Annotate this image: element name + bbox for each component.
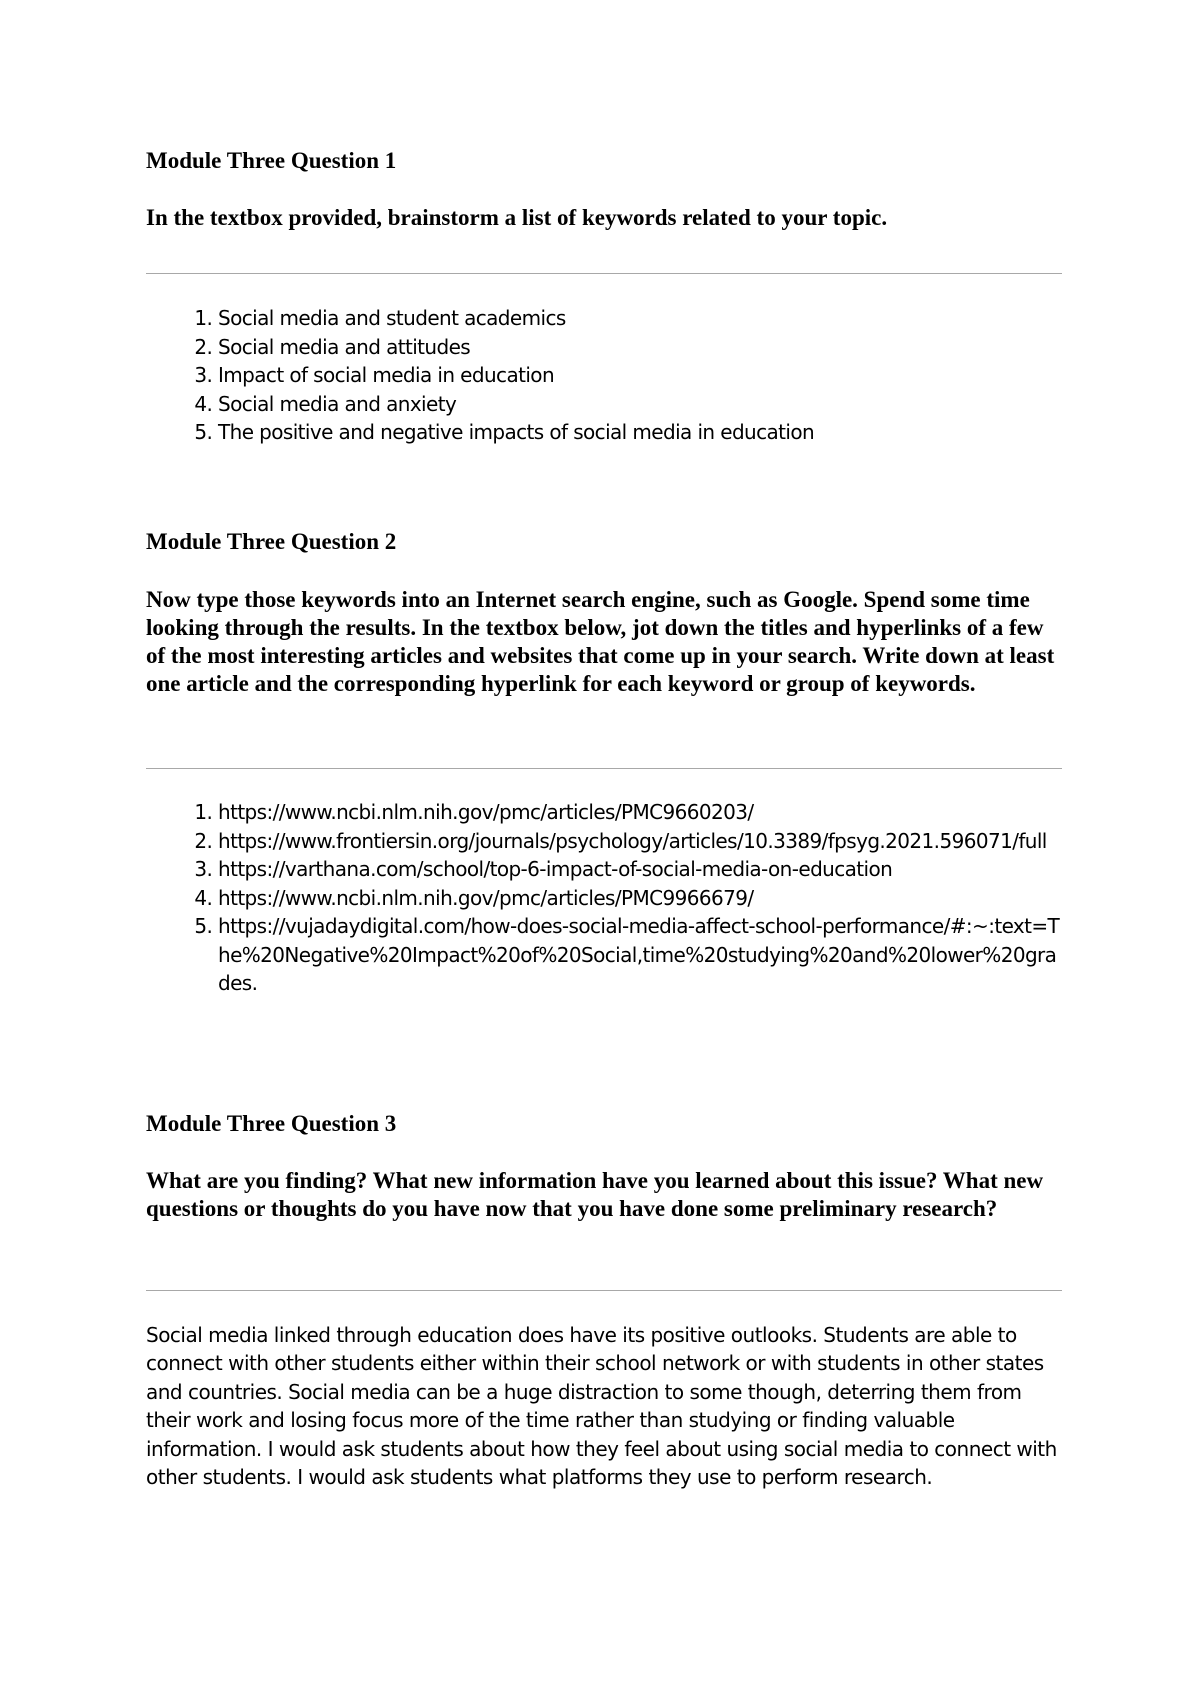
list-item: 3. https://varthana.com/school/top-6-impact-of-social-media-on-education — [218, 855, 1066, 884]
list-item: 1. https://www.ncbi.nlm.nih.gov/pmc/articles/PMC9660203/ — [218, 798, 1066, 827]
question-1-answer-list[interactable] — [146, 304, 1066, 447]
question-3-divider — [146, 1290, 1062, 1291]
question-1-prompt: In the textbox provided, brainstorm a list of keywords related to your topic. — [146, 205, 888, 230]
question-3-prompt: What are you finding? What new information have you learned about this issue? What new questions or thoughts do you have now that you have done some preliminary research? — [146, 1168, 1044, 1221]
question-1-heading: Module Three Question 1 — [146, 148, 397, 173]
list-item: 2. https://www.frontiersin.org/journals/psychology/articles/10.3389/fpsyg.2021.596071/full — [218, 827, 1066, 856]
list-item: 2. Social media and attitudes — [218, 333, 1066, 362]
question-2-answer-list[interactable] — [146, 798, 1066, 998]
question-2-divider — [146, 768, 1062, 769]
list-item: 5. https://vujadaydigital.com/how-does-social-media-affect-school-performance/#:~:text=The%20Negative%20Impact%20of%20Social,time%20studying%20and%20lower%20grades. — [218, 912, 1066, 998]
question-2-heading: Module Three Question 2 — [146, 529, 397, 554]
question-3-answer[interactable]: Social media linked through education does have its positive outlooks. Students are able to connect with other students either within their school network or with students in other states and countries. Social media can be a huge distraction to some though, deterring them from their work and losing focus more of the time rather than studying or finding valuable information. I would ask students about how they feel about using social media to connect with other students. I would ask students what platforms they use to perform research. — [146, 1323, 1057, 1490]
question-2-prompt: Now type those keywords into an Internet search engine, such as Google. Spend some time looking through the results. In the textbox below, jot down the titles and hyperlinks of a few of the most interesting articles and websites that come up in your search. Write down at least one article and the corresponding hyperlink for each keyword or group of keywords. — [146, 587, 1055, 696]
question-3-heading: Module Three Question 3 — [146, 1111, 397, 1136]
question-1-divider — [146, 273, 1062, 274]
list-item: 1. Social media and student academics — [218, 304, 1066, 333]
list-item: 5. The positive and negative impacts of social media in education — [218, 418, 1066, 447]
list-item: 4. https://www.ncbi.nlm.nih.gov/pmc/articles/PMC9966679/ — [218, 884, 1066, 913]
list-item: 4. Social media and anxiety — [218, 390, 1066, 419]
list-item: 3. Impact of social media in education — [218, 361, 1066, 390]
